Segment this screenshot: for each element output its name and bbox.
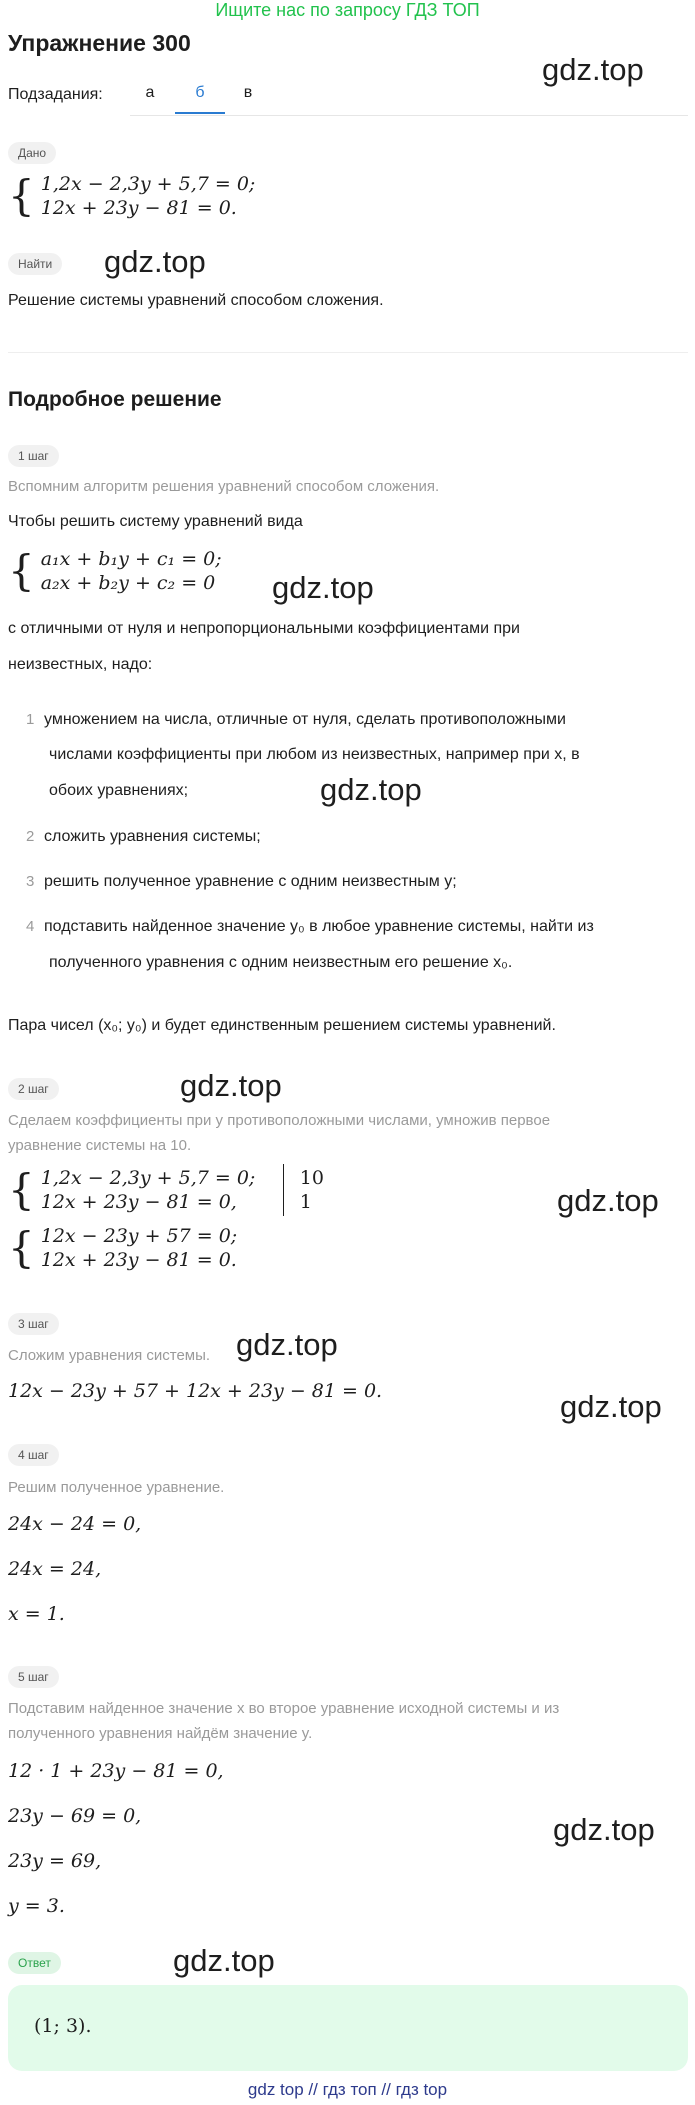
watermark: gdz.top [553, 1812, 655, 1847]
list-item-4-line1: подставить найденное значение y₀ в любое уравнение системы, найти из [44, 918, 594, 935]
section-divider [8, 352, 688, 353]
step3-badge: 3 шаг [8, 1313, 59, 1335]
list-number: 3 [26, 873, 35, 890]
watermark: gdz.top [542, 52, 644, 87]
tab-v[interactable]: в [243, 84, 253, 101]
list-number: 2 [26, 828, 35, 845]
list-item-4-line2: полученного уравнения с одним неизвестным его решение x₀. [49, 954, 513, 971]
brace-icon: { [8, 171, 35, 220]
list-number: 4 [26, 918, 35, 935]
subtasks-label: Подзадания: [8, 86, 103, 103]
step4-eq-3: x = 1. [8, 1603, 65, 1625]
watermark: gdz.top [320, 772, 422, 807]
given-eq-2: 12x + 23y − 81 = 0. [40, 197, 237, 219]
pair-text: Пара чисел (x₀; y₀) и будет единственным решением системы уравнений. [8, 1017, 556, 1034]
multiplier-divider [283, 1164, 284, 1216]
step2-eq-4: 12x + 23y − 81 = 0. [40, 1249, 237, 1271]
step5-hint-2: полученного уравнения найдём значение y. [8, 1725, 313, 1742]
find-text: Решение системы уравнений способом сложения. [8, 292, 384, 309]
step1-intro: Чтобы решить систему уравнений вида [8, 513, 303, 530]
step4-eq-2: 24x = 24, [8, 1558, 102, 1580]
step3-equation: 12x − 23y + 57 + 12x + 23y − 81 = 0. [8, 1380, 383, 1402]
brace-icon: { [8, 546, 35, 595]
watermark: gdz.top [557, 1183, 659, 1218]
footer-links[interactable]: gdz top // гдз топ // гдз top [247, 2080, 448, 2099]
step1-cond-1: с отличными от нуля и непропорциональными коэффициентами при [8, 620, 520, 637]
step2-system-1 [8, 1164, 324, 1216]
given-system [8, 172, 255, 220]
step2-badge: 2 шаг [8, 1078, 59, 1100]
step2-hint-1: Сделаем коэффициенты при y противоположными числами, умножив первое [8, 1112, 551, 1129]
brace-icon: { [8, 1165, 35, 1214]
page-title: Упражнение 300 [8, 30, 191, 56]
list-number: 1 [26, 711, 35, 728]
general-eq-2: a₂x + b₂y + c₂ = 0 [40, 572, 216, 594]
step4-hint: Решим полученное уравнение. [8, 1479, 225, 1496]
watermark: gdz.top [236, 1327, 338, 1362]
list-item-1-line1: умножением на числа, отличные от нуля, сделать противоположными [44, 711, 566, 728]
step1-cond-2: неизвестных, надо: [8, 656, 153, 673]
tab-a[interactable]: а [145, 84, 155, 101]
answer-box [8, 1985, 688, 2071]
answer-value: (1; 3). [34, 2015, 92, 2037]
step5-eq-1: 12 · 1 + 23y − 81 = 0, [8, 1760, 224, 1782]
multiplier-1: 10 [299, 1167, 324, 1189]
find-badge: Найти [8, 253, 62, 275]
step1-hint: Вспомним алгоритм решения уравнений способом сложения. [8, 478, 440, 495]
step4-eq-1: 24x − 24 = 0, [8, 1513, 142, 1535]
list-item-3: решить полученное уравнение с одним неизвестным y; [44, 873, 457, 890]
step2-eq-2: 12x + 23y − 81 = 0, [40, 1191, 237, 1213]
step2-eq-3: 12x − 23y + 57 = 0; [40, 1225, 238, 1247]
given-badge: Дано [8, 142, 56, 164]
list-item-2: сложить уравнения системы; [44, 828, 261, 845]
step5-eq-4: y = 3. [8, 1895, 65, 1917]
given-eq-1: 1,2x − 2,3y + 5,7 = 0; [40, 173, 256, 195]
solution-heading: Подробное решение [8, 388, 222, 411]
step5-hint-1: Подставим найденное значение x во второе уравнение исходной системы и из [8, 1700, 560, 1717]
general-system [8, 547, 222, 595]
step1-badge: 1 шаг [8, 445, 59, 467]
list-item-1-line3: обоих уравнениях; [49, 782, 189, 799]
answer-badge: Ответ [8, 1952, 61, 1974]
step4-badge: 4 шаг [8, 1444, 59, 1466]
step3-hint: Сложим уравнения системы. [8, 1347, 211, 1364]
watermark: gdz.top [272, 570, 374, 605]
general-eq-1: a₁x + b₁y + c₁ = 0; [40, 548, 222, 570]
step5-badge: 5 шаг [8, 1666, 59, 1688]
brace-icon: { [8, 1223, 35, 1272]
step2-hint-2: уравнение системы на 10. [8, 1137, 192, 1154]
top-banner[interactable]: Ищите нас по запросу ГДЗ ТОП [215, 0, 480, 20]
tabs-divider [130, 115, 688, 116]
step2-eq-1: 1,2x − 2,3y + 5,7 = 0; [40, 1167, 256, 1189]
step2-system-2 [8, 1224, 237, 1272]
watermark: gdz.top [560, 1389, 662, 1424]
multiplier-2: 1 [299, 1191, 312, 1213]
watermark: gdz.top [173, 1943, 275, 1978]
tab-b[interactable]: б [175, 84, 225, 114]
step5-eq-2: 23y − 69 = 0, [8, 1805, 142, 1827]
watermark: gdz.top [104, 244, 206, 279]
watermark: gdz.top [180, 1068, 282, 1103]
list-item-1-line2: числами коэффициенты при любом из неизвестных, например при x, в [49, 746, 580, 763]
step5-eq-3: 23y = 69, [8, 1850, 102, 1872]
